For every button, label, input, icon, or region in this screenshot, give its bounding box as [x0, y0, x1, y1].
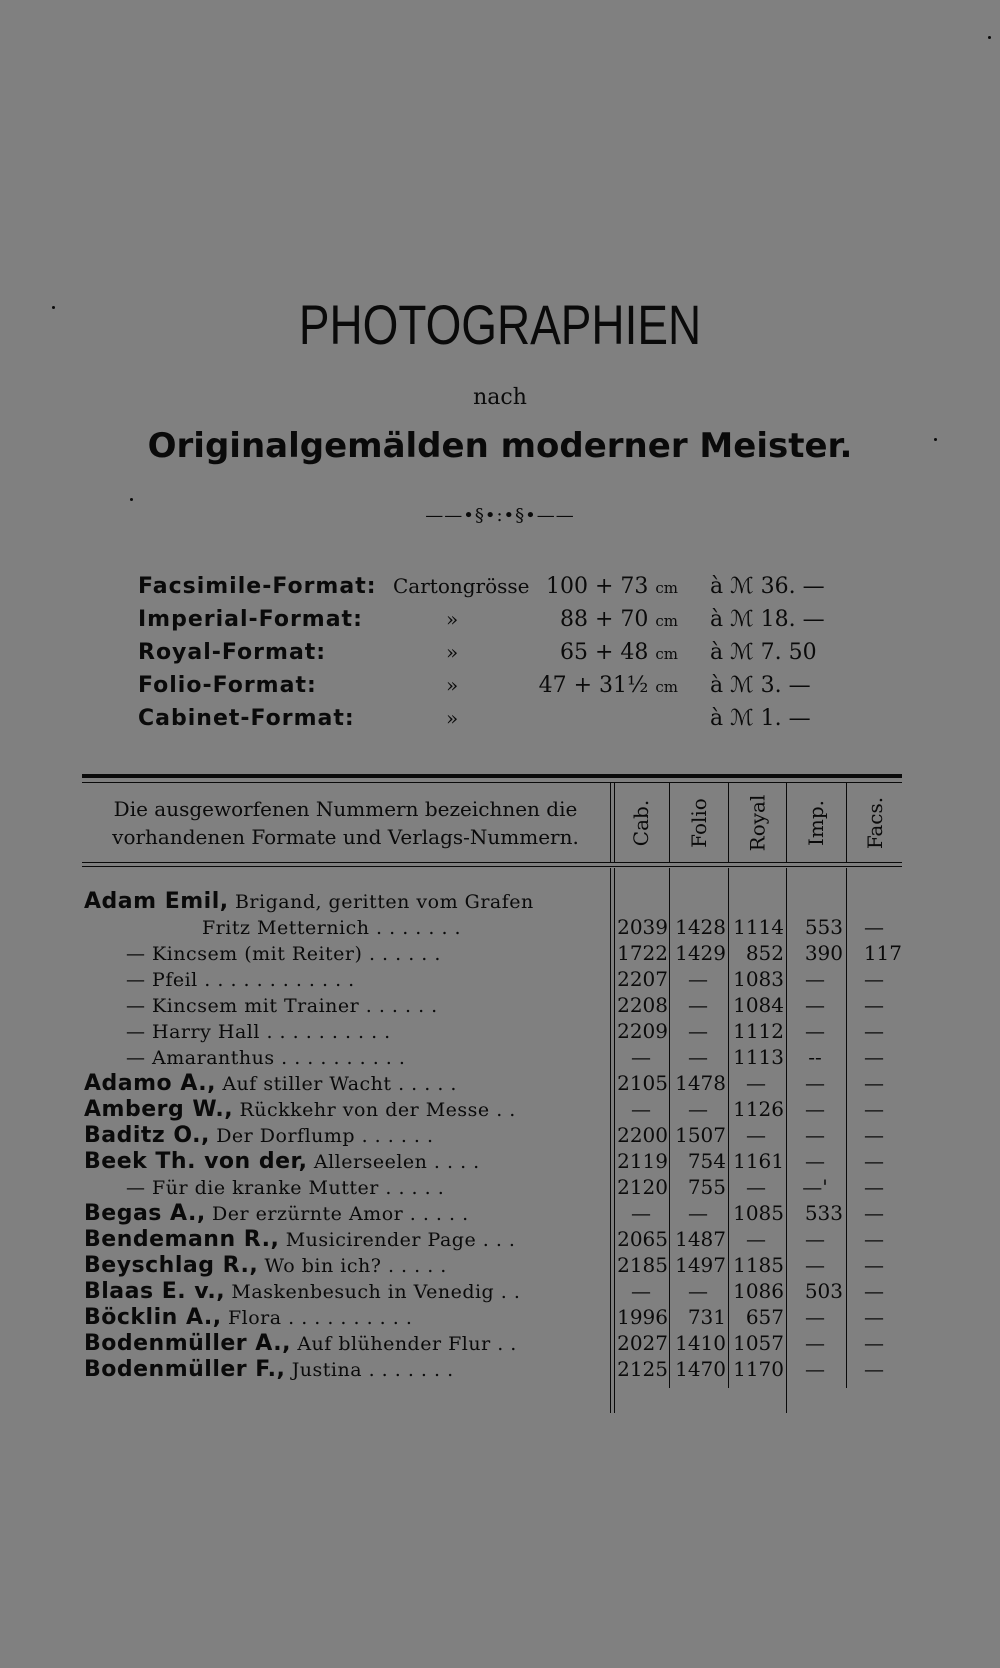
cell-facs: — [864, 1123, 884, 1147]
cell-royal: 1161 [733, 1149, 784, 1173]
cell-imp: — [805, 1227, 825, 1251]
table-row [84, 1279, 520, 1305]
table-note: Die ausgeworfenen Nummern bezeichnen die vorhandenen Formate und Verlags-Nummern. [112, 797, 579, 849]
cell-facs: — [864, 993, 884, 1017]
cell-facs: — [864, 1071, 884, 1095]
cell-royal: 1057 [733, 1331, 784, 1355]
artist-name: Böcklin A., [84, 1305, 222, 1330]
format-price: à ℳ 7. 50 [710, 640, 817, 665]
table-row [84, 1149, 480, 1175]
format-price: à ℳ 18. — [710, 607, 825, 632]
cell-cab: 2208 [617, 993, 668, 1017]
cell-imp: 503 [804, 1279, 843, 1303]
cell-folio: 755 [687, 1175, 726, 1199]
table-row [126, 941, 441, 967]
cell-facs: — [864, 1201, 884, 1225]
format-row [138, 673, 898, 706]
artist-name: Adam Emil, [84, 889, 229, 914]
cell-facs: — [864, 1279, 884, 1303]
cell-folio: — [688, 1201, 708, 1225]
work-title-continuation: Fritz Metternich . . . . . . . [202, 917, 462, 939]
cell-imp: — [805, 1097, 825, 1121]
cell-facs: — [864, 1045, 884, 1069]
cell-cab: — [631, 1097, 651, 1121]
artist-name: Baditz O., [84, 1123, 210, 1148]
format-row [138, 706, 898, 739]
table-row [126, 1019, 391, 1045]
cell-imp: — [805, 1331, 825, 1355]
cell-royal: 1083 [733, 967, 784, 991]
column-header-folio: Folio [686, 798, 711, 848]
cell-royal: — [746, 1175, 766, 1199]
cell-facs: — [864, 1097, 884, 1121]
artist-name: Bodenmüller A., [84, 1331, 291, 1356]
column-divider [728, 783, 729, 863]
artist-name: Begas A., [84, 1201, 206, 1226]
cell-royal: 1112 [733, 1019, 784, 1043]
cell-royal: 1170 [733, 1357, 784, 1381]
cell-cab: 2119 [617, 1149, 668, 1173]
cell-folio: 1487 [675, 1227, 726, 1251]
artist-name: Amberg W., [84, 1097, 234, 1122]
cell-imp: 533 [804, 1201, 843, 1225]
cell-royal: 1114 [733, 915, 784, 939]
cell-cab: 2207 [617, 967, 668, 991]
cell-facs: — [864, 1253, 884, 1277]
table-row [84, 1201, 469, 1227]
cell-cab: 2125 [617, 1357, 668, 1381]
cell-folio: 1428 [675, 915, 726, 939]
format-note: » [446, 640, 459, 664]
cell-facs: — [864, 1305, 884, 1329]
cell-cab: 2120 [617, 1175, 668, 1199]
work-title: — Pfeil . . . . . . . . . . . . [126, 969, 355, 991]
column-divider [669, 783, 670, 863]
format-name: Folio-Format: [138, 673, 317, 698]
table-row [84, 1071, 457, 1097]
cell-folio: 1410 [675, 1331, 726, 1355]
format-dimensions: 88 + 70 cm [559, 607, 678, 632]
work-title: Rückkehr von der Messe . . [239, 1099, 516, 1121]
work-title: Der erzürnte Amor . . . . . [212, 1203, 469, 1225]
cell-folio: — [688, 1019, 708, 1043]
header-bottom-rule-2 [82, 866, 902, 867]
cell-cab: 2185 [617, 1253, 668, 1277]
format-dimensions: 65 + 48 cm [559, 640, 678, 665]
cell-royal: — [746, 1123, 766, 1147]
cell-royal: 1113 [733, 1045, 784, 1069]
format-name: Royal-Format: [138, 640, 327, 665]
artist-name: Bendemann R., [84, 1227, 280, 1252]
page-subtitle: Originalgemälden moderner Meister. [147, 426, 853, 466]
format-row [138, 607, 898, 640]
cell-cab: 1996 [617, 1305, 668, 1329]
cell-folio: 1497 [675, 1253, 726, 1277]
cell-facs: — [864, 1331, 884, 1355]
table-row [84, 1123, 434, 1149]
cell-facs: — [864, 915, 884, 939]
cell-cab: 2105 [617, 1071, 668, 1095]
cell-folio: — [688, 993, 708, 1017]
column-divider [786, 783, 787, 863]
cell-imp: -- [808, 1045, 822, 1069]
title-connector: nach [473, 385, 527, 410]
table-row [126, 1045, 405, 1071]
work-title: Auf stiller Wacht . . . . . [222, 1073, 457, 1095]
work-title: — Kincsem mit Trainer . . . . . . [126, 995, 438, 1017]
format-row [138, 640, 898, 673]
page-title: PHOTOGRAPHIEN [298, 293, 702, 356]
work-title: Flora . . . . . . . . . . [227, 1307, 413, 1329]
artist-name: Beyschlag R., [84, 1253, 259, 1278]
work-title: — Harry Hall . . . . . . . . . . [126, 1021, 391, 1043]
cell-facs: — [864, 1227, 884, 1251]
column-divider [610, 868, 611, 1413]
format-note: » [446, 607, 459, 631]
format-name: Imperial-Format: [138, 607, 363, 632]
table-row [84, 1253, 447, 1279]
cell-folio: 754 [687, 1149, 726, 1173]
cell-royal: — [746, 1227, 766, 1251]
work-title: — Für die kranke Mutter . . . . . [126, 1177, 445, 1199]
format-dimensions: 100 + 73 cm [545, 574, 678, 599]
cell-folio: 731 [687, 1305, 726, 1329]
cell-royal: — [746, 1071, 766, 1095]
cell-facs: — [864, 1149, 884, 1173]
cell-imp: — [805, 1253, 825, 1277]
work-title: — Amaranthus . . . . . . . . . . [126, 1047, 406, 1069]
artist-name: Bodenmüller F., [84, 1357, 286, 1382]
table-row [84, 1357, 454, 1383]
work-title: Wo bin ich? . . . . . [264, 1255, 447, 1277]
print-speck [988, 36, 991, 39]
cell-facs: — [864, 967, 884, 991]
cell-folio: — [688, 1279, 708, 1303]
ornament-divider: ——•§•:•§•—— [425, 505, 575, 526]
table-row [126, 993, 438, 1019]
cell-royal: 657 [745, 1305, 784, 1329]
cell-facs: — [864, 1019, 884, 1043]
cell-imp: — [805, 1019, 825, 1043]
work-title: Auf blühender Flur . . [297, 1333, 517, 1355]
format-dimensions: 47 + 31½ cm [538, 673, 678, 698]
header-bottom-rule [82, 862, 902, 863]
cell-imp: — [805, 1305, 825, 1329]
print-speck [52, 306, 55, 309]
cell-royal: 852 [745, 941, 784, 965]
table-row [84, 1305, 412, 1331]
cell-facs: — [864, 1357, 884, 1381]
cell-imp: — [805, 1149, 825, 1173]
cell-cab: 2027 [617, 1331, 668, 1355]
cell-cab: — [631, 1201, 651, 1225]
format-price: à ℳ 36. — [710, 574, 825, 599]
cell-folio: — [688, 1097, 708, 1121]
cell-folio: 1478 [675, 1071, 726, 1095]
format-row [138, 574, 898, 607]
cell-royal: 1126 [733, 1097, 784, 1121]
print-speck [934, 438, 937, 441]
cell-imp: — [805, 967, 825, 991]
cell-imp: — [805, 1357, 825, 1381]
format-price: à ℳ 1. — [710, 706, 811, 731]
cell-imp: 553 [804, 915, 843, 939]
table-row [84, 1097, 516, 1123]
table-row [84, 889, 534, 915]
cell-imp: —' [802, 1175, 828, 1199]
cell-imp: 390 [804, 941, 843, 965]
column-header-facs: Facs. [862, 796, 887, 850]
format-price: à ℳ 3. — [710, 673, 811, 698]
table-row [126, 1175, 444, 1201]
cell-imp: — [805, 1071, 825, 1095]
cell-folio: 1470 [675, 1357, 726, 1381]
cell-cab: — [631, 1045, 651, 1069]
format-name: Facsimile-Format: [138, 574, 377, 599]
print-speck [130, 498, 133, 501]
cell-royal: 1084 [733, 993, 784, 1017]
cell-facs: — [864, 1175, 884, 1199]
artist-name: Adamo A., [84, 1071, 216, 1096]
work-title: Justina . . . . . . . [291, 1359, 454, 1381]
column-divider [610, 783, 611, 863]
work-title: Maskenbesuch in Venedig . . [231, 1281, 521, 1303]
format-note: » [446, 673, 459, 697]
artist-name: Beek Th. von der, [84, 1149, 308, 1174]
table-row [84, 1331, 517, 1357]
table-row [126, 967, 355, 993]
cell-royal: 1085 [733, 1201, 784, 1225]
cell-cab: 2209 [617, 1019, 668, 1043]
format-name: Cabinet-Format: [138, 706, 355, 731]
table-top-rule [82, 774, 902, 778]
format-price-list [138, 574, 898, 739]
cell-cab: — [631, 1279, 651, 1303]
cell-royal: 1185 [733, 1253, 784, 1277]
format-note: Cartongrösse [393, 574, 530, 598]
cell-facs: 117 [863, 941, 902, 965]
cell-cab: 2039 [617, 915, 668, 939]
column-header-imp: Imp. [804, 799, 828, 847]
cell-cab: 2200 [617, 1123, 668, 1147]
cell-cab: 1722 [617, 941, 668, 965]
work-title: — Kincsem (mit Reiter) . . . . . . [126, 943, 441, 965]
column-divider [846, 783, 847, 863]
cell-imp: — [805, 993, 825, 1017]
table-row-continuation [202, 915, 461, 941]
table-row [84, 1227, 515, 1253]
cell-cab: 2065 [617, 1227, 668, 1251]
work-title: Der Dorflump . . . . . . [216, 1125, 434, 1147]
work-title: Musicirender Page . . . [285, 1229, 516, 1251]
work-title: Brigand, geritten vom Grafen [234, 891, 534, 913]
format-note: » [446, 706, 459, 730]
cell-folio: — [688, 967, 708, 991]
cell-royal: 1086 [733, 1279, 784, 1303]
cell-folio: — [688, 1045, 708, 1069]
work-title: Allerseelen . . . . [313, 1151, 480, 1173]
cell-imp: — [805, 1123, 825, 1147]
cell-folio: 1507 [675, 1123, 726, 1147]
column-header-royal: Royal [745, 794, 769, 852]
artist-name: Blaas E. v., [84, 1279, 226, 1304]
cell-folio: 1429 [675, 941, 726, 965]
column-divider [614, 783, 615, 863]
column-header-cab: Cab. [628, 799, 653, 847]
